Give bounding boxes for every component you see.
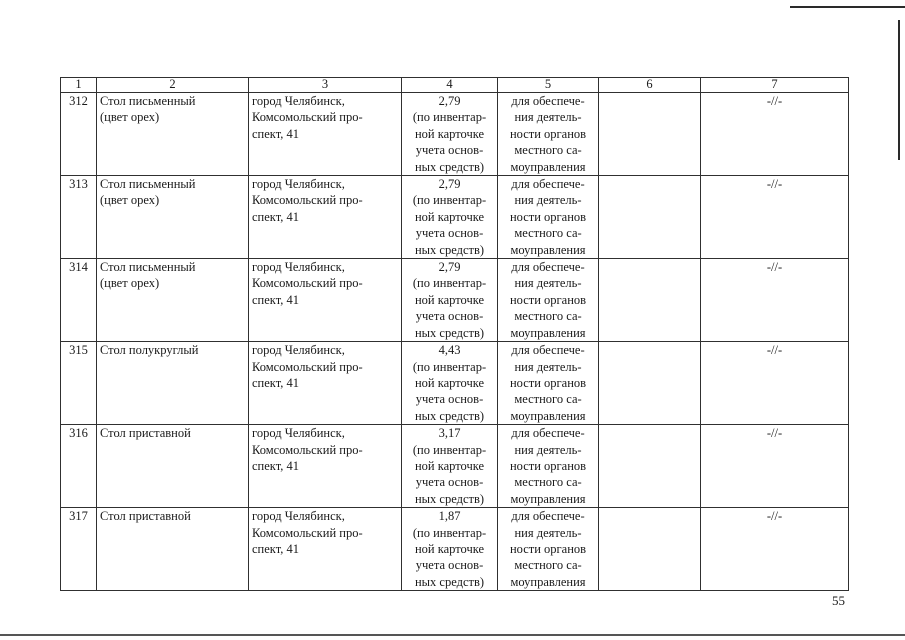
item-name-cell: Стол полукруглый bbox=[97, 342, 249, 425]
item-name-cell: Стол письменный (цвет орех) bbox=[97, 93, 249, 176]
item-name-cell: Стол письменный (цвет орех) bbox=[97, 176, 249, 259]
row-number-cell: 316 bbox=[61, 425, 97, 508]
row-number-cell: 313 bbox=[61, 176, 97, 259]
table-row bbox=[61, 176, 849, 259]
column-header: 4 bbox=[402, 78, 498, 93]
item-name-cell: Стол приставной bbox=[97, 508, 249, 591]
page-number: 55 bbox=[832, 593, 845, 608]
ditto-cell: -//- bbox=[701, 259, 849, 342]
value-cell: 4,43 (по инвентар- ной карточке учета основ- ных средств) bbox=[402, 342, 498, 425]
ditto-cell: -//- bbox=[701, 508, 849, 591]
address-cell: город Челябинск, Комсомольский про- спект, 41 bbox=[249, 425, 402, 508]
column-header: 3 bbox=[249, 78, 402, 93]
address-cell: город Челябинск, Комсомольский про- спект, 41 bbox=[249, 342, 402, 425]
row-number-cell: 314 bbox=[61, 259, 97, 342]
ditto-cell: -//- bbox=[701, 425, 849, 508]
ditto-cell: -//- bbox=[701, 176, 849, 259]
row-number-cell: 312 bbox=[61, 93, 97, 176]
address-cell: город Челябинск, Комсомольский про- спект, 41 bbox=[249, 93, 402, 176]
row-number-cell: 317 bbox=[61, 508, 97, 591]
table-row bbox=[61, 508, 849, 591]
value-cell: 2,79 (по инвентар- ной карточке учета основ- ных средств) bbox=[402, 93, 498, 176]
column-6-cell bbox=[599, 425, 701, 508]
value-cell: 1,87 (по инвентар- ной карточке учета основ- ных средств) bbox=[402, 508, 498, 591]
value-cell: 3,17 (по инвентар- ной карточке учета основ- ных средств) bbox=[402, 425, 498, 508]
scan-edge-line-bottom bbox=[0, 634, 905, 636]
purpose-cell: для обеспече- ния деятель- ности органов местного са- моуправления bbox=[498, 176, 599, 259]
inventory-table bbox=[60, 77, 849, 591]
ditto-cell: -//- bbox=[701, 93, 849, 176]
address-cell: город Челябинск, Комсомольский про- спект, 41 bbox=[249, 508, 402, 591]
table-row bbox=[61, 342, 849, 425]
item-name-cell: Стол письменный (цвет орех) bbox=[97, 259, 249, 342]
column-header: 1 bbox=[61, 78, 97, 93]
address-cell: город Челябинск, Комсомольский про- спект, 41 bbox=[249, 176, 402, 259]
purpose-cell: для обеспече- ния деятель- ности органов местного са- моуправления bbox=[498, 259, 599, 342]
column-6-cell bbox=[599, 508, 701, 591]
table-row bbox=[61, 259, 849, 342]
purpose-cell: для обеспече- ния деятель- ности органов местного са- моуправления bbox=[498, 508, 599, 591]
table-header-row bbox=[61, 78, 849, 93]
column-header: 6 bbox=[599, 78, 701, 93]
ditto-cell: -//- bbox=[701, 342, 849, 425]
item-name-cell: Стол приставной bbox=[97, 425, 249, 508]
column-header: 7 bbox=[701, 78, 849, 93]
purpose-cell: для обеспече- ния деятель- ности органов местного са- моуправления bbox=[498, 93, 599, 176]
table-row bbox=[61, 425, 849, 508]
column-header: 2 bbox=[97, 78, 249, 93]
scan-edge-line-right bbox=[898, 20, 900, 160]
scan-edge-line-top bbox=[790, 6, 905, 8]
column-6-cell bbox=[599, 259, 701, 342]
purpose-cell: для обеспече- ния деятель- ности органов местного са- моуправления bbox=[498, 342, 599, 425]
table-row bbox=[61, 93, 849, 176]
column-6-cell bbox=[599, 176, 701, 259]
column-header: 5 bbox=[498, 78, 599, 93]
value-cell: 2,79 (по инвентар- ной карточке учета основ- ных средств) bbox=[402, 259, 498, 342]
value-cell: 2,79 (по инвентар- ной карточке учета основ- ных средств) bbox=[402, 176, 498, 259]
column-6-cell bbox=[599, 342, 701, 425]
purpose-cell: для обеспече- ния деятель- ности органов местного са- моуправления bbox=[498, 425, 599, 508]
row-number-cell: 315 bbox=[61, 342, 97, 425]
address-cell: город Челябинск, Комсомольский про- спект, 41 bbox=[249, 259, 402, 342]
column-6-cell bbox=[599, 93, 701, 176]
